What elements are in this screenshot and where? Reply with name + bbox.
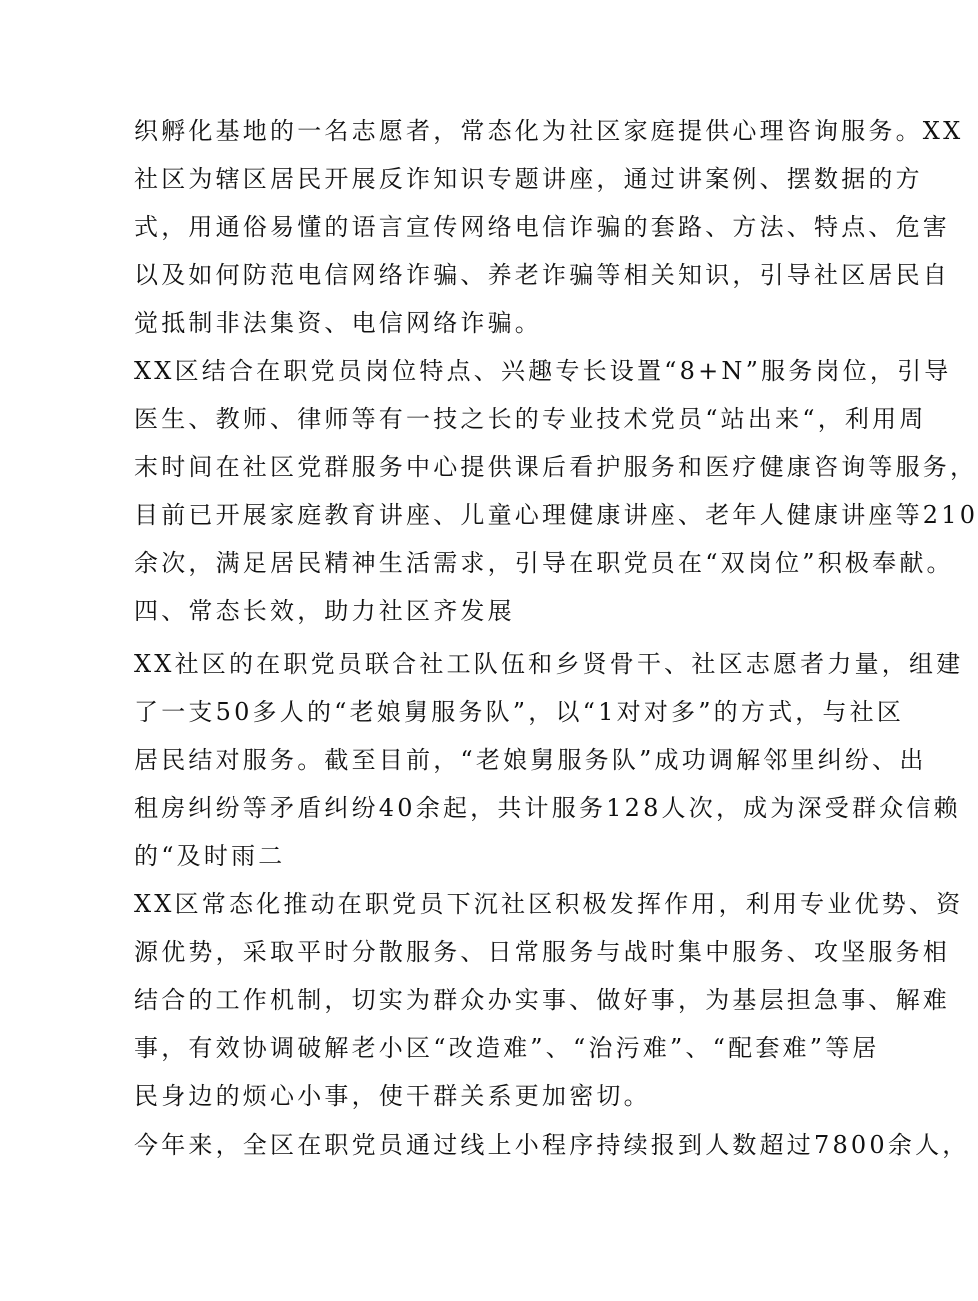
text-line: XX区常态化推动在职党员下沉社区积极发挥作用，利用专业优势、资: [134, 890, 964, 918]
text-line: 目前已开展家庭教育讲座、儿童心理健康讲座、老年人健康讲座等210: [134, 501, 978, 529]
text-line: 民身边的烦心小事，使干群关系更加密切。: [134, 1082, 651, 1110]
text-line: 源优势，采取平时分散服务、日常服务与战时集中服务、攻坚服务相: [134, 938, 950, 966]
text-line: 居民结对服务。截至目前，“老娘舅服务队”成功调解邻里纠纷、出: [134, 746, 927, 774]
section-heading: 四、常态长效，助力社区齐发展: [134, 597, 515, 625]
text-line: 医生、教师、律师等有一技之长的专业技术党员“站出来“，利用周: [134, 405, 927, 433]
text-line: XX区结合在职党员岗位特点、兴趣专长设置“8+N”服务岗位，引导: [134, 357, 952, 385]
text-line: XX社区的在职党员联合社工队伍和乡贤骨干、社区志愿者力量，组建: [134, 650, 964, 678]
text-line: 今年来，全区在职党员通过线上小程序持续报到人数超过7800余人，: [134, 1131, 970, 1159]
text-line: 了一支50多人的“老娘舅服务队”，以“1对对多”的方式，与社区: [134, 698, 905, 726]
text-line: 式，用通俗易懂的语言宣传网络电信诈骗的套路、方法、特点、危害: [134, 213, 950, 241]
text-line: 余次，满足居民精神生活需求，引导在职党员在“双岗位”积极奉献。: [134, 549, 954, 577]
text-line: 的“及时雨二: [134, 842, 286, 870]
text-line: 社区为辖区居民开展反诈知识专题讲座，通过讲案例、摆数据的方: [134, 165, 923, 193]
text-line: 末时间在社区党群服务中心提供课后看护服务和医疗健康咨询等服务，: [134, 453, 978, 481]
text-line: 以及如何防范电信网络诈骗、养老诈骗等相关知识，引导社区居民自: [134, 261, 950, 289]
text-line: 觉抵制非法集资、电信网络诈骗。: [134, 309, 542, 337]
text-line: 事，有效协调破解老小区“改造难”、“治污难”、“配套难”等居: [134, 1034, 880, 1062]
text-line: 租房纠纷等矛盾纠纷40余起，共计服务128人次，成为深受群众信赖: [134, 794, 961, 822]
text-line: 织孵化基地的一名志愿者，常态化为社区家庭提供心理咨询服务。XX: [134, 117, 964, 145]
text-line: 结合的工作机制，切实为群众办实事、做好事，为基层担急事、解难: [134, 986, 950, 1014]
